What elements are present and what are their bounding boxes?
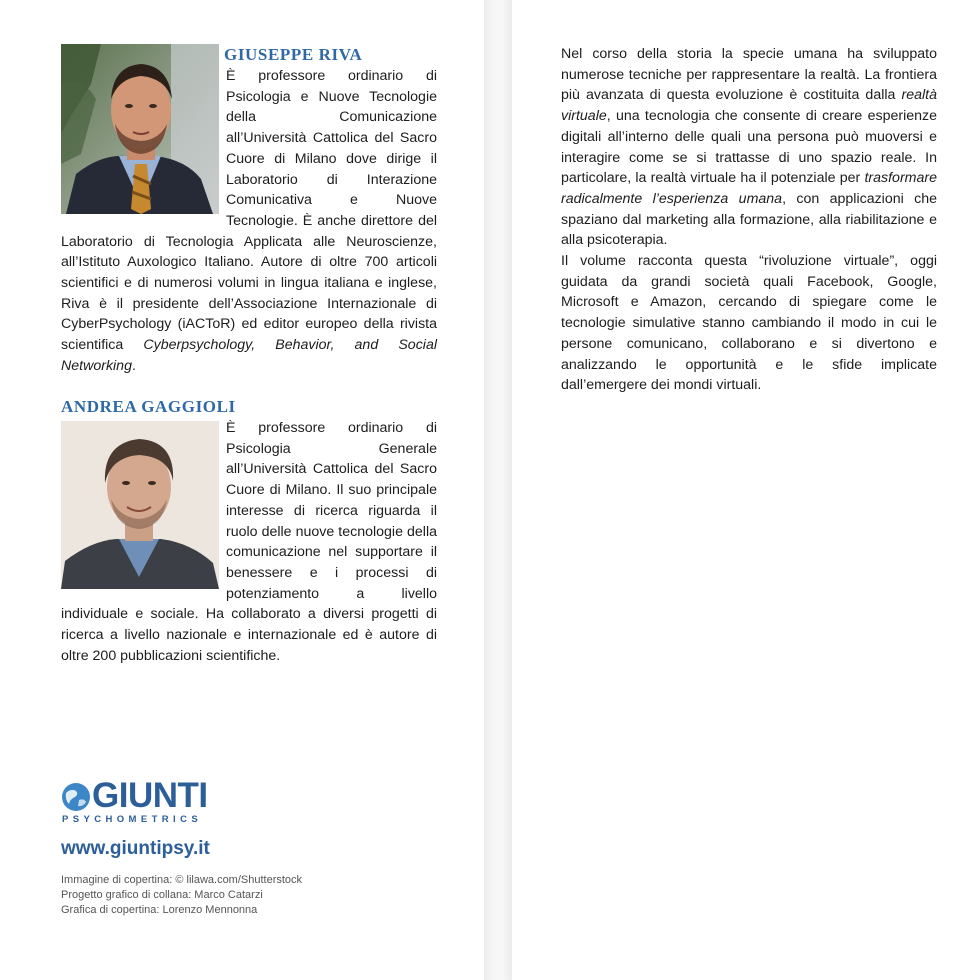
credit-line: Progetto grafico di collana: Marco Catarzi (61, 889, 263, 901)
publisher-website-link[interactable]: www.giuntipsy.it (61, 838, 210, 859)
logo-subtitle: PSYCHOMETRICS (62, 814, 203, 825)
logo-wordmark: GIUNTI (92, 776, 208, 815)
blurb-paragraph: Il volume racconta questa “rivoluzione virtuale”, oggi guidata da grandi società quali Facebook, Google, Microsoft e Amazon, cercando di spiegare come le tecnologie simulative stanno cambiando il modo in cui le persone comunicano, collaborano e si divertono e analizzando le opportunità e le sfide implicate dall’emergere dei mondi virtuali. (561, 253, 937, 394)
author-name: GIUSEPPE RIVA (224, 45, 363, 64)
page-gutter (484, 0, 512, 980)
credit-line: Grafica di copertina: Lorenzo Mennonna (61, 904, 258, 916)
author-bio: È professore ordinario di Psicologia e Nuove Tecnologie della Comunicazione all’Università Cattolica del Sacro Cuore di Milano dove dirige il Laboratorio di Interazione Comunicativa e Nuove Tecnologie. È anche direttore del Laboratorio di Tecnologia Applicata alle Neuroscienze, all’Istituto Auxologico Italiano. Autore di oltre 700 articoli scientifici e di numerosi volumi in lingua italiana e inglese, Riva è il presidente dell’Associazione Internazionale di CyberPsychology (iACToR) ed editor europeo della rivista scientifica Cyberpsychology, Behavior, and Social Networking. (61, 66, 437, 377)
book-blurb (561, 44, 937, 396)
author-photo (61, 44, 219, 214)
globe-icon (61, 782, 91, 812)
author-bio: È professore ordinario di Psicologia Generale all’Università Cattolica del Sacro Cuore di Milano. Il suo principale interesse di ricerca riguarda il ruolo delle nuove tecnologie della comunicazione nel supportare il benessere e i processi di potenziamento a livello individuale e sociale. Ha collaborato a diversi progetti di ricerca a livello nazionale e internazionale ed è autore di oltre 200 pubblicazioni scientifiche. (61, 420, 437, 664)
author-name: ANDREA GAGGIOLI (61, 397, 236, 416)
giunti-psychometrics-logo (61, 778, 221, 830)
blurb-paragraph: Nel corso della storia la specie umana ha sviluppato numerose tecniche per rappresentare la realtà. La frontiera più avanzata di questa evoluzione è costituita dalla realtà virtuale, una tecnologia che consente di creare esperienze digitali all’interno delle quali una persona può muoversi e interagire come se si trattasse di uno spazio reale. In particolare, la realtà virtuale ha il potenziale per trasformare radicalmente l’esperienza umana, con applicazioni che spaziano dal marketing alla formazione, alla riabilitazione e alla psicoterapia. (561, 46, 938, 249)
author-block-giuseppe-riva (61, 44, 437, 377)
credits (61, 873, 302, 918)
credit-line: Immagine di copertina: © lilawa.com/Shutterstock (61, 874, 303, 886)
author-photo (61, 421, 219, 589)
author-block-andrea-gaggioli (61, 396, 437, 666)
